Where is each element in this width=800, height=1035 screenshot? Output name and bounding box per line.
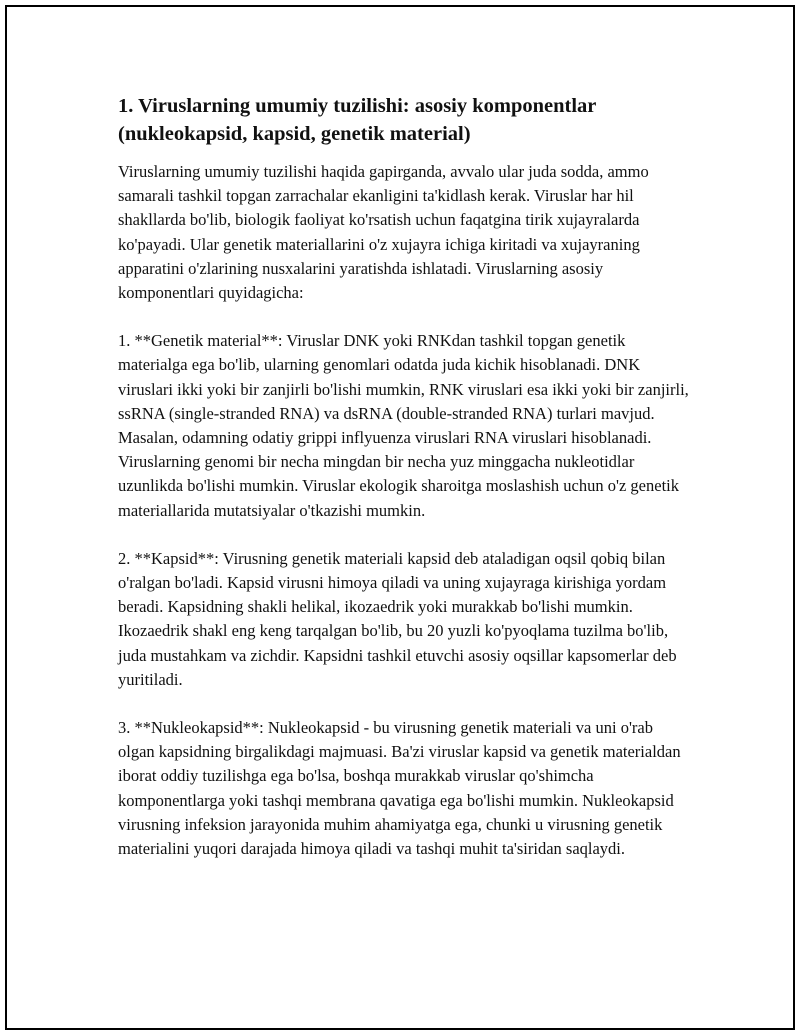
- document-title: 1. Viruslarning umumiy tuzilishi: asosiy komponentlar (nukleokapsid, kapsid, genetik material): [118, 95, 597, 145]
- paragraph-nucleocapsid: 3. **Nukleokapsid**: Nukleokapsid - bu virusning genetik materiali va uni o'rab olgan kapsidning birgalikdagi majmuasi. Ba'zi viruslar kapsid va genetik materialdan iborat oddiy tuzilishga ega bo'lsa, boshqa murakkab viruslar qo'shimcha komponentlarga yoki tashqi membrana qavatiga ega bo'lishi mumkin. Nukleokapsid virusning infeksion jarayonida muhim ahamiyatga ega, chunki u virusning genetik materialini yuqori darajada himoya qiladi va tashqi muhit ta'siridan saqlaydi.: [118, 718, 681, 859]
- paragraph-capsid: 2. **Kapsid**: Virusning genetik materiali kapsid deb ataladigan oqsil qobiq bilan o'ralgan bo'ladi. Kapsid virusni himoya qiladi va uning xujayraga kirishiga yordam beradi. Kapsidning shakli helikal, ikozaedrik yoki murakkab bo'lishi mumkin. Ikozaedrik shakl eng keng tarqalgan bo'lib, bu 20 yuzli ko'pyoqlama tuzilma bo'lib, juda mustahkam va zichdir. Kapsidni tashkil etuvchi asosiy oqsillar kapsomerlar deb yuritiladi.: [118, 548, 677, 689]
- paragraph-genetic-material: 1. **Genetik material**: Viruslar DNK yoki RNKdan tashkil topgan genetik materialga ega bo'lib, ularning genomlari odatda juda kichik hisoblanadi. DNK viruslari ikki yoki bir zanjirli bo'lishi mumkin, RNK viruslari esa ikki yoki bir zanjirli, ssRNA (single-stranded RNA) va dsRNA (double-stranded RNA) turlari mavjud. Masalan, odamning odatiy grippi inflyuenza viruslari RNA viruslari hisoblanadi. Viruslarning genomi bir necha mingdan bir necha yuz minggacha nukleotidlar uzunlikda bo'lishi mumkin. Viruslar ekologik sharoitga moslashish uchun o'z genetik materiallarida mutatsiyalar o'tkazishi mumkin.: [118, 331, 689, 520]
- paragraph-intro: Viruslarning umumiy tuzilishi haqida gapirganda, avvalo ular juda sodda, ammo samarali tashkil topgan zarrachalar ekanligini ta'kidlash kerak. Viruslar har hil shakllarda bo'lib, biologik faoliyat ko'rsatish uchun faqatgina tirik xujayralarda ko'payadi. Ular genetik materiallarini o'z xujayra ichiga kiritadi va xujayraning apparatini o'zlarining nusxalarini yaratishda ishlatadi. Viruslarning asosiy komponentlari quyidagicha:: [118, 162, 649, 303]
- document-body: [118, 92, 693, 861]
